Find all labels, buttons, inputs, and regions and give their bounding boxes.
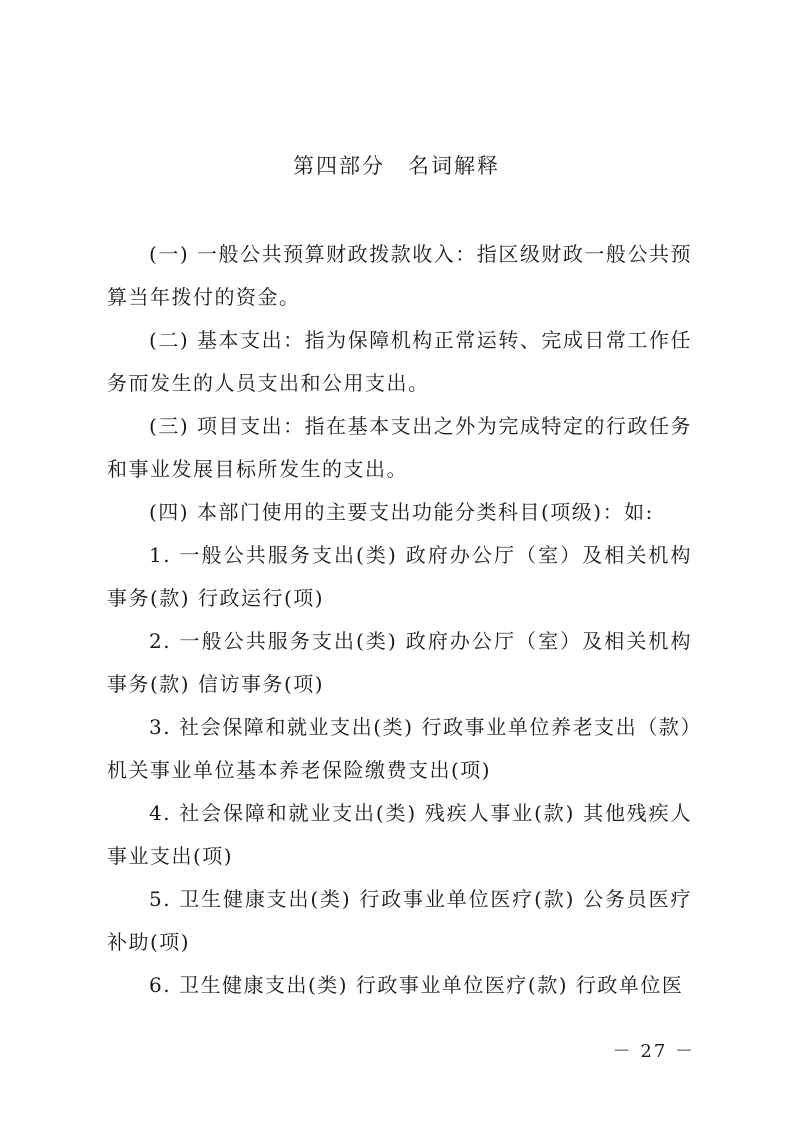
paragraph-10: 6. 卫生健康支出(类) 行政事业单位医疗(款) 行政单位医	[149, 973, 684, 997]
page-number: － 27 －	[612, 1041, 695, 1062]
paragraph-5: 1. 一般公共服务支出(类) 政府办公厅（室）及相关机构事务(款) 行政运行(项)	[107, 543, 692, 610]
paragraph-6: 2. 一般公共服务支出(类) 政府办公厅（室）及相关机构事务(款) 信访事务(项)	[107, 629, 692, 696]
paragraph-1: (一) 一般公共预算财政拨款收入：指区级财政一般公共预算当年拨付的资金。	[107, 242, 692, 309]
body-text	[107, 233, 692, 1007]
paragraph-9: 5. 卫生健康支出(类) 行政事业单位医疗(款) 公务员医疗补助(项)	[107, 887, 692, 954]
paragraph-4: (四) 本部门使用的主要支出功能分类科目(项级)：如:	[149, 500, 654, 524]
paragraph-7: 3. 社会保障和就业支出(类) 行政事业单位养老支出（款）机关事业单位基本养老保险缴费支出(项)	[107, 715, 692, 782]
paragraph-3: (三) 项目支出：指在基本支出之外为完成特定的行政任务和事业发展目标所发生的支出。	[107, 414, 692, 481]
paragraph-2: (二) 基本支出：指为保障机构正常运转、完成日常工作任务而发生的人员支出和公用支出。	[107, 328, 692, 395]
paragraph-8: 4. 社会保障和就业支出(类) 残疾人事业(款) 其他残疾人事业支出(项)	[107, 801, 692, 868]
section-title: 第四部分 名词解释	[293, 154, 500, 178]
